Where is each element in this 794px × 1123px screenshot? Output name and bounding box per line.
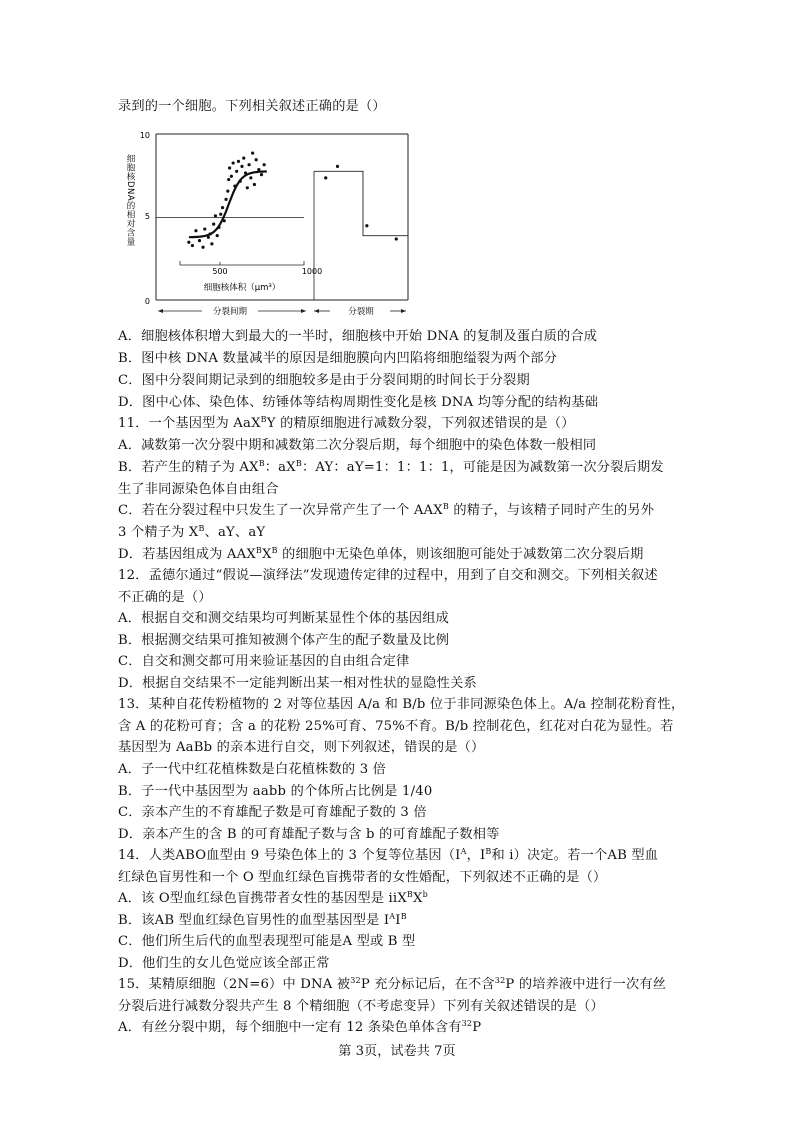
q11-b-part: ：AY：aY=1：1：1：1，可能是因为减数第一次分裂后期发 — [301, 460, 664, 475]
scatter-point — [240, 165, 243, 168]
scatter-point — [187, 241, 190, 244]
q11-b-sup: B — [295, 459, 302, 468]
division-arrowhead-left — [314, 309, 319, 313]
q14-option-d: D．他们生的女儿色觉应该全部正常 — [118, 956, 330, 971]
x-tick-1000: 1000 — [301, 267, 323, 276]
scatter-point — [260, 173, 263, 176]
q14-b-sup: B — [400, 912, 407, 921]
q12-option-b: B．根据测交结果可推知被测个体产生的配子数量及比例 — [118, 633, 450, 648]
dna-content-graph — [118, 124, 418, 324]
q14-stem — [118, 845, 658, 867]
q15-stem-cont: 分裂后进行减数分裂共产生 8 个精细胞（不考虑变异）下列有关叙述错误的是（） — [118, 999, 604, 1014]
q14-b-part: I — [395, 913, 401, 928]
scatter-point — [235, 170, 238, 173]
q15-a-part: P — [472, 1020, 482, 1035]
q11-c-sup: B — [198, 524, 205, 533]
scatter-point — [255, 158, 258, 161]
q14-option-c: C．他们所生后代的血型表现型可能是A 型或 B 型 — [118, 934, 416, 949]
q11-d-sup: B — [255, 546, 263, 555]
division-point — [336, 165, 339, 168]
q11-c-part: C．若在分裂过程中只发生了一次异常产生了一个 AAX — [118, 503, 443, 518]
q13-stem-cont: 含 A 的花粉可育；含 a 的花粉 25%可育、75%不育。B/b 控制花色，红花对白花为显性。若 — [118, 719, 674, 734]
scatter-point — [251, 152, 254, 155]
q11-option-a: A．减数第一次分裂中期和减数第二次分裂后期，每个细胞中的染色体数一般相同 — [118, 438, 597, 453]
q10-option-c: C．图中分裂间期记录到的细胞较多是由于分裂间期的时间长于分裂期 — [118, 373, 530, 388]
q14-a-part: A．该 O型血红绿色盲携带者女性的基因型是 iiX — [118, 891, 407, 906]
q14-a-sup: b — [422, 890, 428, 899]
q14-stem-sup: B — [485, 847, 492, 856]
q10-option-b: B．图中核 DNA 数量减半的原因是细胞膜向内凹陷将细胞缢裂为两个部分 — [118, 351, 558, 366]
cell-cycle-figure — [118, 124, 418, 324]
q11-b-sup: B — [258, 459, 265, 468]
scatter-point — [224, 198, 227, 201]
q13-stem: 13．某种自花传粉植物的 2 对等位基因 A/a 和 B/b 位于非同源染色体上。A/a 控制花粉育性， — [118, 697, 685, 712]
q11-option-b-cont: 生了非同源染色体自由组合 — [118, 482, 279, 497]
y-tick-5: 5 — [144, 212, 150, 221]
scatter-point — [203, 227, 206, 230]
interphase-arrowhead-left — [158, 309, 163, 313]
scatter-point — [201, 246, 204, 249]
q12-stem-cont: 不正确的是（） — [118, 590, 212, 605]
q11-option-b — [118, 457, 664, 479]
scatter-point — [214, 214, 217, 217]
division-point — [365, 224, 368, 227]
division-arrowhead-right — [401, 309, 406, 313]
q11-c-part: 3 个精子为 X — [118, 525, 199, 540]
division-step-line — [314, 171, 408, 235]
q11-option-d — [118, 544, 644, 566]
interphase-arrowhead-right — [301, 309, 306, 313]
q15-stem — [118, 974, 666, 996]
question-10-stem: 录到的一个细胞。下列相关叙述正确的是（） — [118, 99, 386, 114]
q11-stem — [118, 413, 575, 435]
q11-option-c — [118, 500, 654, 522]
q11-c-sup: B — [442, 502, 449, 511]
q14-stem-part: ，I — [466, 848, 486, 863]
q14-option-a — [118, 888, 428, 910]
q14-stem-sup: A — [460, 847, 467, 856]
q13-option-a: A．子一代中红花植株数是白花植株数的 3 倍 — [118, 762, 387, 777]
q14-b-part: B．该AB 型血红绿色盲男性的血型基因型是 I — [118, 913, 390, 928]
scatter-point — [242, 157, 245, 160]
q14-a-part: X — [413, 891, 423, 906]
scatter-point — [263, 163, 266, 166]
q12-option-d: D．根据自交结果不一定能判断出某一相对性状的显隐性关系 — [118, 676, 477, 691]
q11-d-part: X — [262, 547, 272, 562]
q11-stem-part: 11．一个基因型为 AaX — [118, 416, 261, 431]
q14-b-sup: A — [389, 912, 396, 921]
scatter-point — [228, 166, 231, 169]
scatter-point — [247, 163, 250, 166]
q11-b-part: ：aX — [264, 460, 296, 475]
q14-stem-cont: 红绿色盲男性和一个 O 型血红绿色盲携带者的女性婚配，下列叙述不正确的是（） — [118, 870, 607, 885]
q12-option-a: A．根据自交和测交结果均可判断某显性个体的基因组成 — [118, 611, 450, 626]
q15-a-sup: 32 — [461, 1019, 473, 1028]
q10-option-a: A．细胞核体积增大到最大的一半时，细胞核中开始 DNA 的复制及蛋白质的合成 — [118, 329, 598, 344]
scatter-point — [212, 223, 215, 226]
y-axis-label: 细胞核DNA的相对含量 — [125, 154, 135, 247]
scatter-point — [219, 213, 222, 216]
q12-stem: 12．孟德尔通过“假说—演绎法”发现遗传定律的过程中，用到了自交和测交。下列相关叙述 — [118, 568, 658, 583]
q11-c-part: 的精子，与该精子同时产生的另外 — [448, 503, 655, 518]
page-footer: 第 3页，试卷共 7页 — [338, 1044, 456, 1059]
fitted-curve — [189, 171, 267, 237]
plot-marks — [156, 152, 408, 300]
q15-stem-sup: 32 — [350, 976, 361, 985]
q14-stem-part: 14．人类ABO血型由 9 号染色体上的 3 个复等位基因（I — [118, 848, 461, 863]
q15-option-a — [118, 1017, 481, 1039]
q13-option-d: D．亲本产生的含 B 的可育雄配子数与含 b 的可育雄配子数相等 — [118, 827, 500, 842]
q15-stem-part: P 的培养液中进行一次有丝 — [505, 977, 667, 992]
scatter-point — [194, 229, 197, 232]
scatter-point — [232, 161, 235, 164]
scatter-point — [230, 175, 233, 178]
q14-stem-part: 和 i）决定。若一个AB 型血 — [491, 848, 659, 863]
division-point — [395, 237, 398, 240]
scatter-point — [221, 206, 224, 209]
q11-c-part: 、aY、aY — [204, 525, 266, 540]
q14-option-b — [118, 910, 407, 932]
y-tick-0: 0 — [144, 297, 150, 306]
scatter-point — [246, 186, 249, 189]
q12-option-c: C．自交和测交都可用来验证基因的自由组合定律 — [118, 654, 410, 669]
q15-a-part: A．有丝分裂中期，每个细胞中一定有 12 条染色单体含有 — [118, 1020, 462, 1035]
q11-option-c-cont — [118, 522, 265, 544]
q10-option-d: D．图中心体、染色体、纺锤体等结构周期性变化是核 DNA 均等分配的结构基础 — [118, 395, 599, 410]
y-tick-10: 10 — [139, 131, 150, 140]
scatter-point — [226, 190, 229, 193]
q11-b-part: B．若产生的精子为 AX — [118, 460, 259, 475]
q13-option-c: C．亲本产生的不育雄配子数是可育雄配子数的 3 倍 — [118, 805, 427, 820]
phase-division-label: 分裂期 — [348, 307, 374, 317]
q11-stem-sup: B — [260, 415, 267, 424]
q13-stem-cont2: 基因型为 AaBb 的亲本进行自交，则下列叙述，错误的是（） — [118, 740, 485, 755]
scatter-point — [198, 239, 201, 242]
scatter-point — [191, 244, 194, 247]
q15-stem-part: 15．某精原细胞（2N=6）中 DNA 被 — [118, 977, 351, 992]
q14-a-sup: B — [406, 890, 414, 899]
scatter-point — [210, 242, 213, 245]
x-axis-label: 细胞核体积（μm³） — [203, 283, 281, 293]
division-point — [324, 176, 327, 179]
scatter-point — [253, 183, 256, 186]
q11-d-sup: B — [271, 546, 278, 555]
q15-stem-part: P 充分标记后，在不含 — [360, 977, 495, 992]
phase-interphase-label: 分裂间期 — [212, 307, 248, 317]
q15-stem-sup: 32 — [494, 976, 506, 985]
q11-stem-part: Y 的精原细胞进行减数分裂，下列叙述错误的是（） — [266, 416, 575, 431]
scatter-point — [237, 160, 240, 163]
x-tick-500: 500 — [212, 267, 228, 276]
scatter-point — [216, 234, 219, 237]
scatter-point — [249, 176, 252, 179]
q11-d-part: 的细胞中无染色单体，则该细胞可能处于减数第二次分裂后期 — [277, 547, 644, 562]
q13-option-b: B．子一代中基因型为 aabb 的个体所占比例是 1/40 — [118, 784, 433, 799]
scatter-point — [227, 178, 230, 181]
q11-d-part: D．若基因组成为 AAX — [118, 547, 256, 562]
